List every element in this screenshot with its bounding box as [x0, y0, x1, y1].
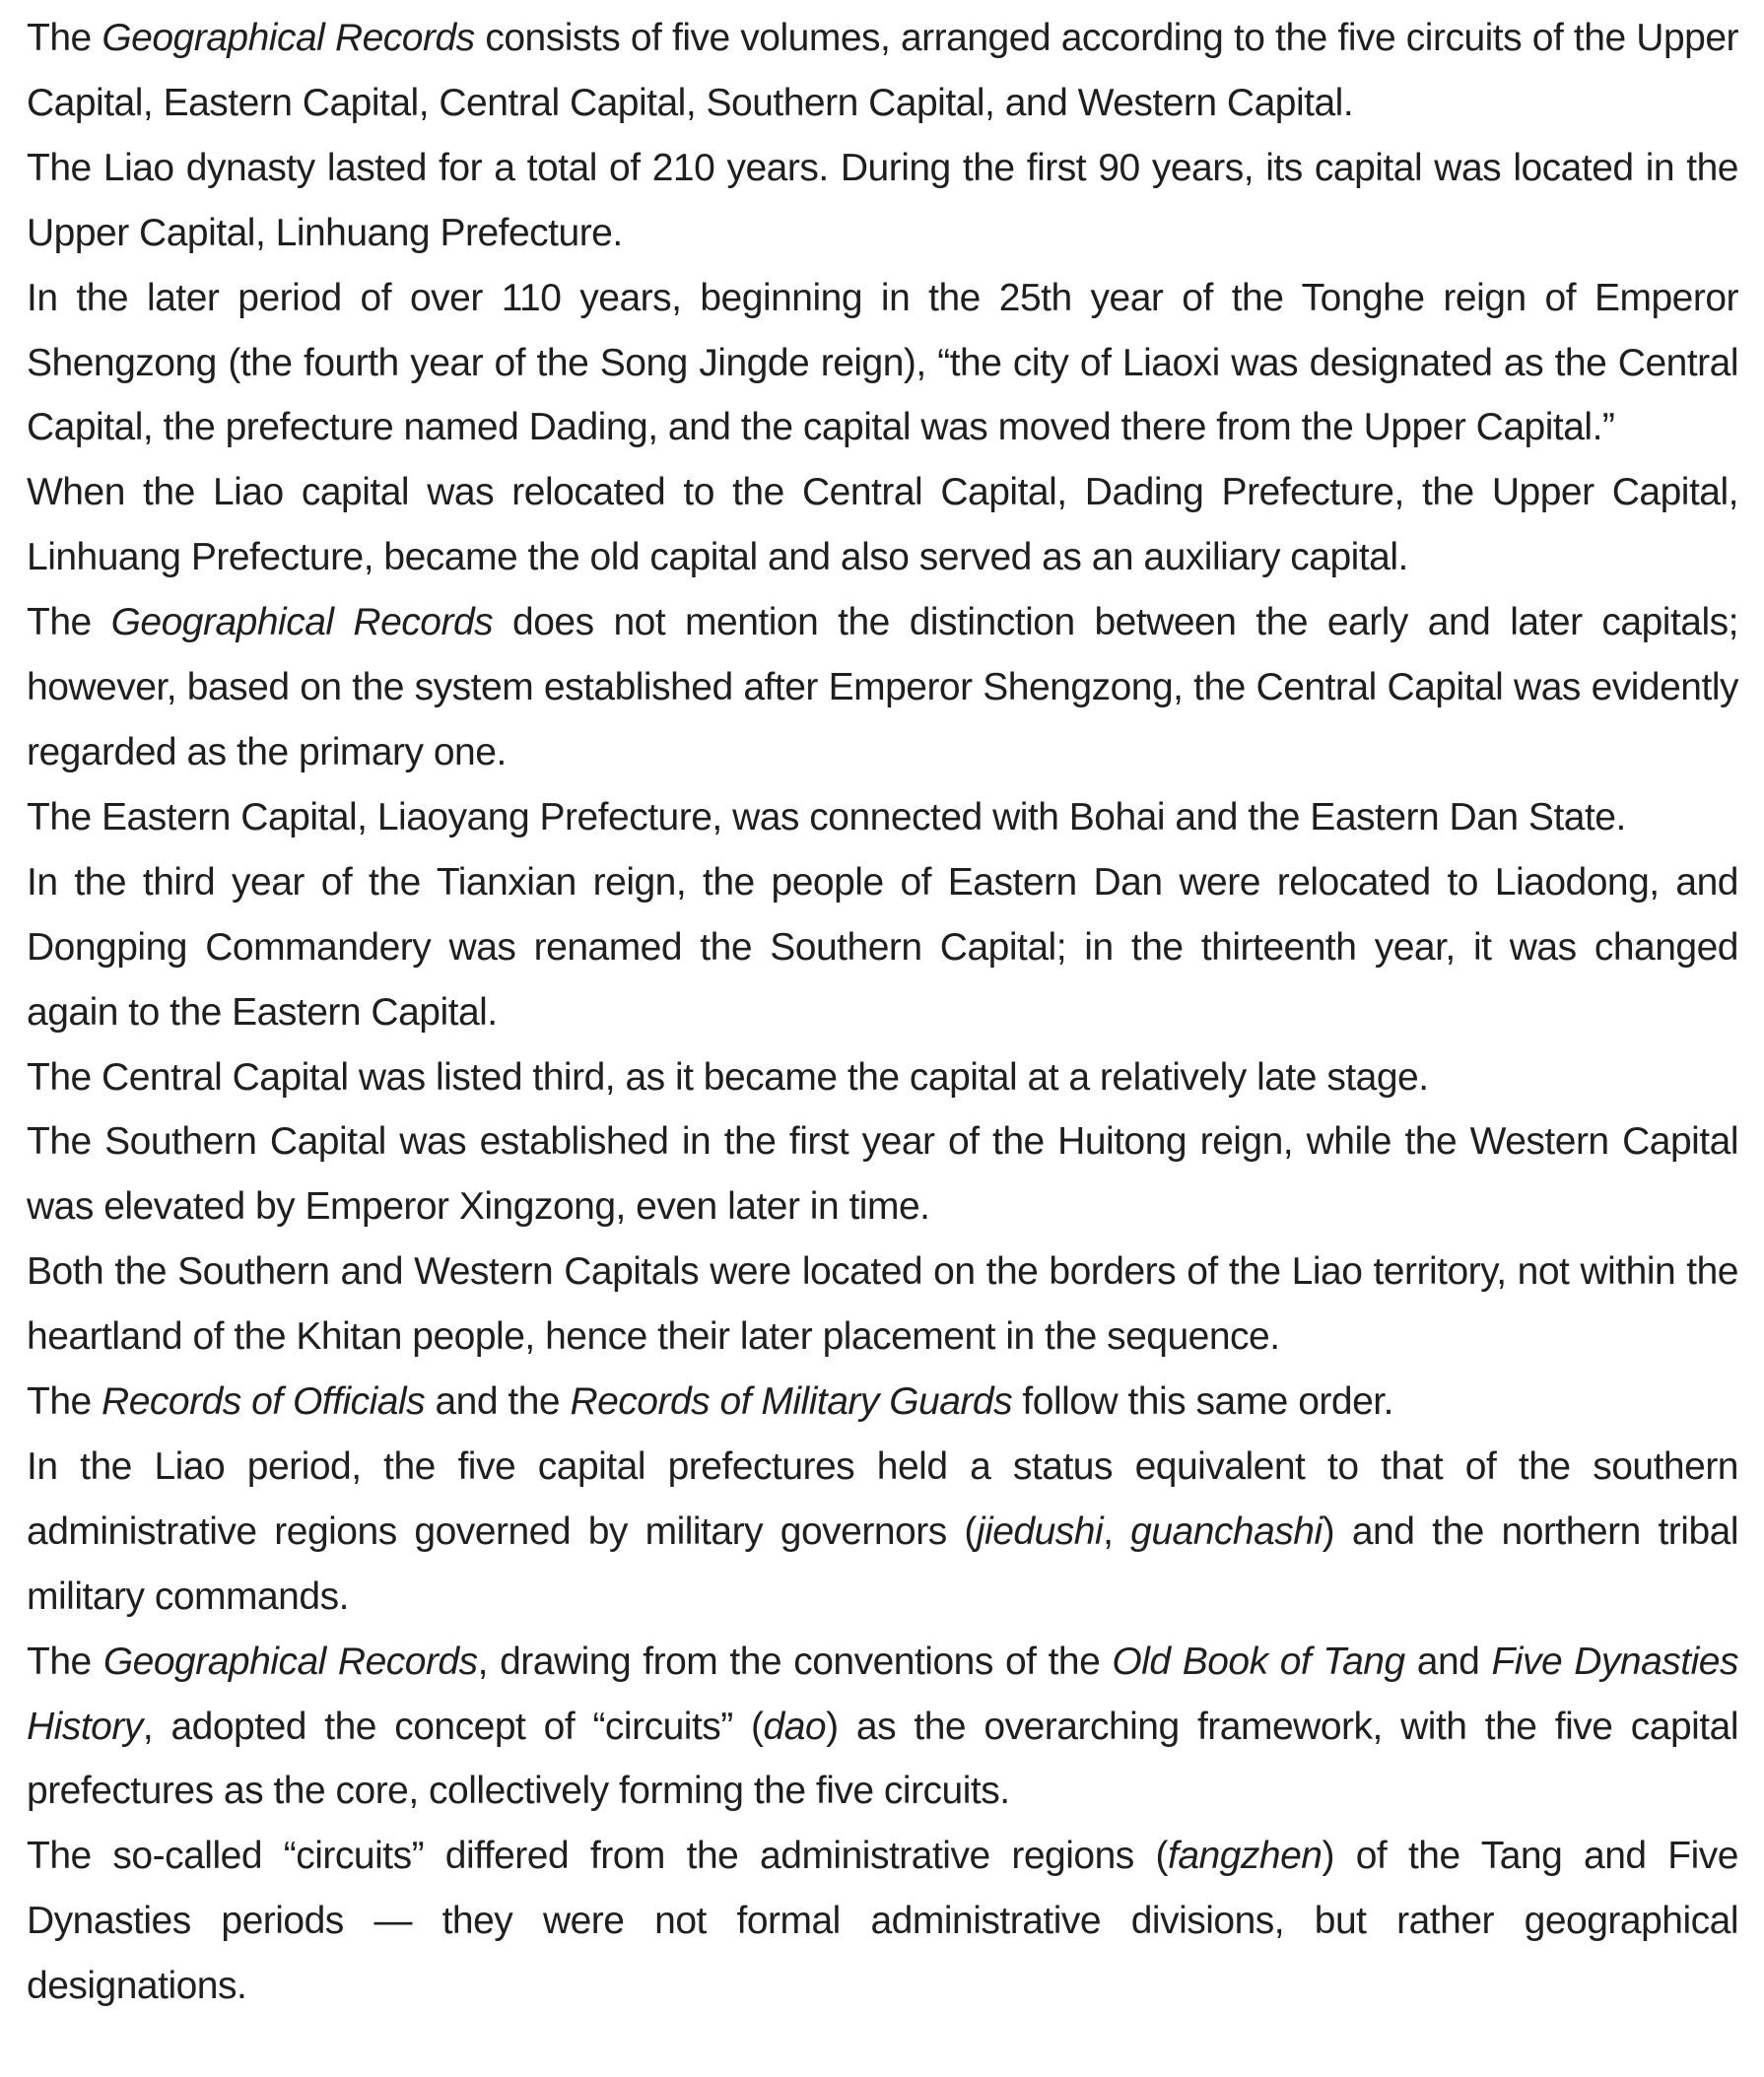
italic-text-run: fangzhen [1168, 1835, 1323, 1878]
paragraph [27, 1630, 1738, 1825]
italic-text-run: Five Dynasties History [27, 1640, 1738, 1748]
italic-text-run: Records of Officials [102, 1380, 426, 1424]
paragraph [27, 1824, 1738, 2019]
text-run: and the [425, 1380, 571, 1424]
text-run: , drawing from the conventions of the [477, 1640, 1113, 1683]
text-run: ) and the northern tribal military commands. [27, 1509, 1738, 1618]
text-run: follow this same order. [1012, 1380, 1393, 1424]
paragraph [27, 1240, 1738, 1370]
text-run: In the third year of the Tianxian reign, the people of Eastern Dan were relocated to Liaodong, and Dongping Commandery was renamed the Southern Capital; in the thirteenth year, it was changed again to the Eastern Capital. [27, 860, 1738, 1034]
paragraph [27, 460, 1738, 590]
text-run: The Liao dynasty lasted for a total of 210 years. During the first 90 years, its capital was located in the Upper Capital, Linhuang Prefecture. [27, 146, 1738, 254]
paragraph [27, 1109, 1738, 1240]
text-run: The [27, 17, 102, 59]
italic-text-run: Geographical Records [110, 601, 494, 644]
italic-text-run: Geographical Records [102, 1640, 478, 1683]
text-run: consists of five volumes, arranged according to the five circuits of the Upper Capital, Eastern Capital, Central Capital, Southern Capital, and Western Capital. [27, 17, 1738, 124]
italic-text-run: Old Book of Tang [1112, 1640, 1405, 1683]
italic-text-run: jiedushi [976, 1509, 1104, 1553]
text-run: ) as the overarching framework, with the five capital prefectures as the core, collectively forming the five circuits. [27, 1705, 1738, 1813]
italic-text-run: Geographical Records [102, 17, 475, 59]
text-run: The Eastern Capital, Liaoyang Prefecture, was connected with Bohai and the Eastern Dan State. [27, 795, 1626, 838]
text-run: The [27, 1640, 103, 1683]
paragraph [27, 136, 1738, 266]
text-run: does not mention the distinction between the early and later capitals; however, based on the system established after Emperor Shengzong, the Central Capital was evidently regarded as the primary one. [27, 601, 1738, 773]
paragraph [27, 6, 1738, 136]
paragraph [27, 1435, 1738, 1630]
text-run: Both the Southern and Western Capitals were located on the borders of the Liao territory, not within the heartland of the Khitan people, hence their later placement in the sequence. [27, 1250, 1738, 1359]
text-run: When the Liao capital was relocated to the Central Capital, Dading Prefecture, the Upper Capital, Linhuang Prefecture, became the old capital and also served as an auxiliary capital. [27, 471, 1738, 579]
paragraph [27, 1370, 1738, 1435]
text-run: In the Liao period, the five capital prefectures held a status equivalent to that of the southern administrative regions governed by military governors ( [27, 1444, 1738, 1553]
text-run: The so-called “circuits” differed from the administrative regions ( [27, 1835, 1169, 1878]
text-run: The Southern Capital was established in the first year of the Huitong reign, while the Western Capital was elevated by Emperor Xingzong, even later in time. [27, 1120, 1738, 1229]
italic-text-run: Records of Military Guards [570, 1380, 1013, 1424]
italic-text-run: guanchashi [1130, 1509, 1323, 1553]
paragraph [27, 850, 1738, 1045]
italic-text-run: dao [763, 1705, 827, 1748]
paragraph [27, 785, 1738, 850]
paragraph [27, 590, 1738, 785]
text-run: , adopted the concept of “circuits” ( [142, 1705, 764, 1748]
text-run: and [1404, 1640, 1492, 1683]
paragraph [27, 266, 1738, 461]
text-run: The [27, 1380, 102, 1424]
text-run: In the later period of over 110 years, beginning in the 25th year of the Tonghe reign of Emperor Shengzong (the fourth year of the Song Jingde reign), “the city of Liaoxi was designated as the Central Capital, the prefecture named Dading, and the capital was moved there from the Upper Capital.” [27, 276, 1738, 449]
text-run: , [1103, 1509, 1131, 1553]
text-run: ) of the Tang and Five Dynasties periods — they were not formal administrative divisions, but rather geographical designations. [27, 1835, 1738, 2008]
text-run: The Central Capital was listed third, as it became the capital at a relatively late stage. [27, 1055, 1429, 1099]
paragraph [27, 1045, 1738, 1110]
text-run: The [27, 601, 111, 644]
